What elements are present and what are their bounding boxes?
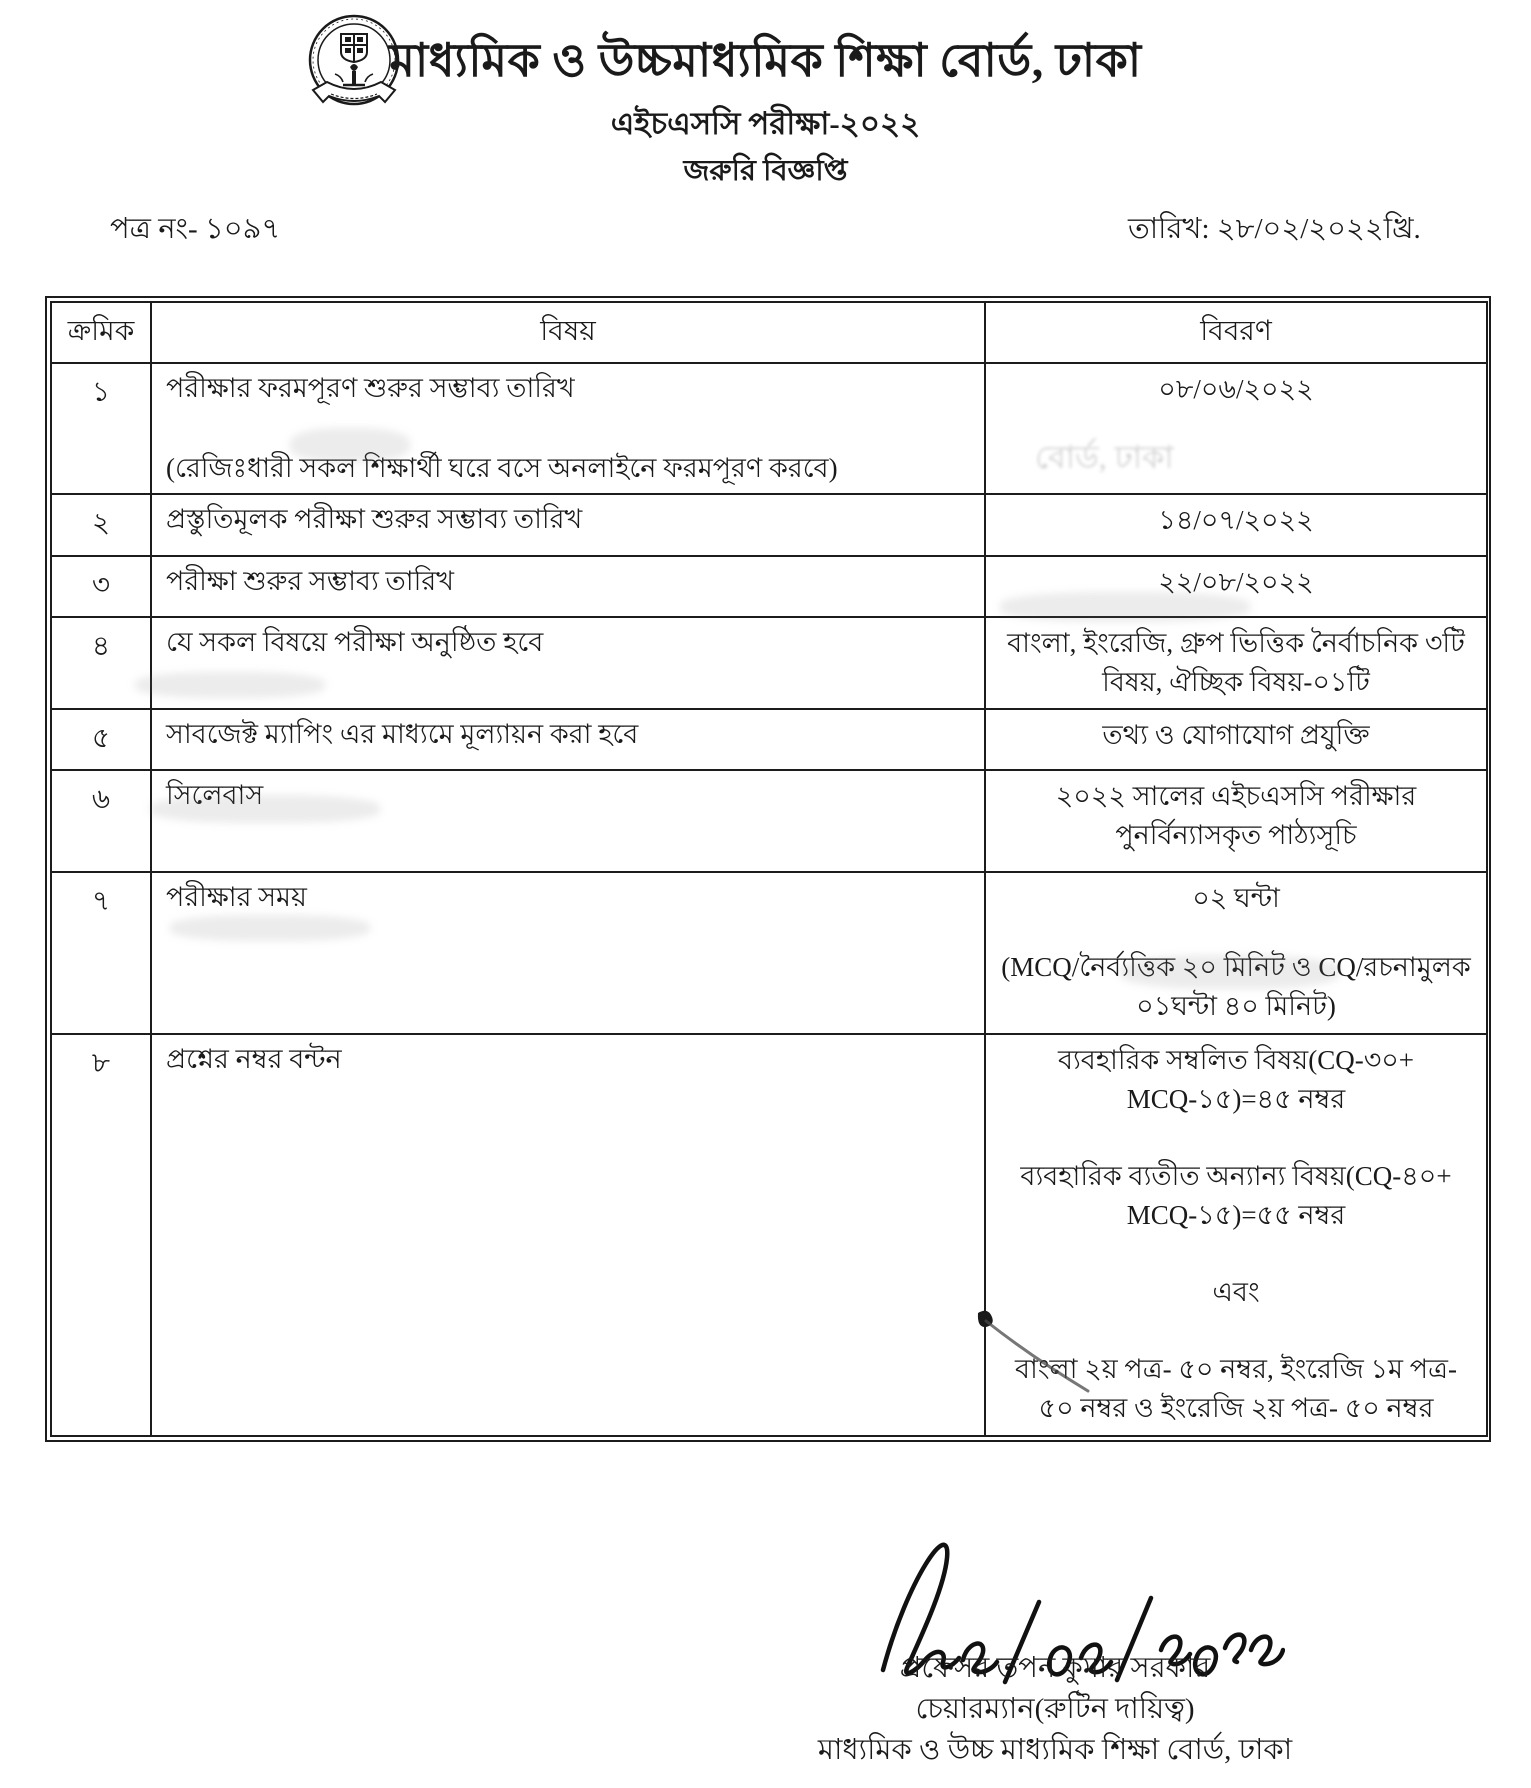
row-subject (151, 770, 985, 872)
description-line: বাংলা ২য় পত্র- ৫০ নম্বর, ইংরেজি ১ম পত্র- ৫০ নম্বর ও ইংরেজি ২য় পত্র- ৫০ নম্বর (1015, 1354, 1457, 1424)
table-row (51, 1034, 1487, 1436)
table-row (51, 770, 1487, 872)
table-row (51, 617, 1487, 709)
description-line: তথ্য ও যোগাযোগ প্রযুক্তি (1102, 720, 1370, 751)
description-line: ১৪/০৭/২০২২ (1158, 504, 1314, 535)
row-serial: ১ (51, 363, 151, 494)
subject-line: পরীক্ষার সময় (166, 882, 307, 913)
description-line: ব্যবহারিক ব্যতীত অন্যান্য বিষয়(CQ-৪০+ MCQ-১৫)=৫৫ নম্বর (1020, 1160, 1452, 1230)
row-description (985, 770, 1487, 872)
row-description (985, 556, 1487, 617)
description-line: ২০২২ সালের এইচএসসি পরীক্ষার পুনর্বিন্যাসকৃত পাঠ্যসূচি (1055, 781, 1417, 851)
notice-title: জরুরি বিজ্ঞপ্তি (683, 155, 848, 187)
row-subject (151, 872, 985, 1033)
table-row (51, 709, 1487, 770)
row-serial: ৮ (51, 1034, 151, 1436)
org-name-title: মাধ্যমিক ও উচ্চমাধ্যমিক শিক্ষা বোর্ড, ঢাকা (389, 35, 1142, 86)
subject-line: প্রশ্নের নম্বর বন্টন (166, 1043, 342, 1074)
col-header-description: বিবরণ (985, 302, 1487, 363)
table-header-row (51, 302, 1487, 363)
memo-number: পত্র নং- ১০৯৭ (110, 213, 281, 245)
subject-line: সিলেবাস (166, 780, 264, 811)
row-description (985, 494, 1487, 556)
row-subject (151, 363, 985, 494)
subject-line: সাবজেক্ট ম্যাপিং এর মাধ্যমে মূল্যায়ন করা হবে (166, 719, 639, 750)
description-line: (MCQ/নৈর্ব্যত্তিক ২০ মিনিট ও CQ/রচনামুলক ০১ঘন্টা ৪০ মিনিট) (1001, 952, 1471, 1022)
table-row (51, 363, 1487, 494)
subject-line: যে সকল বিষয়ে পরীক্ষা অনুষ্ঠিত হবে (166, 626, 544, 657)
description-line: বাংলা, ইংরেজি, গ্রুপ ভিত্তিক নৈর্বাচনিক ৩টি বিষয়, ঐচ্ছিক বিষয়-০১টি (1007, 627, 1465, 698)
row-subject (151, 617, 985, 709)
row-description (985, 709, 1487, 770)
table-row (51, 872, 1487, 1033)
row-serial: ৭ (51, 872, 151, 1033)
row-description (985, 617, 1487, 709)
signatory-block (790, 1648, 1320, 1772)
row-description (985, 872, 1487, 1033)
row-serial: ৫ (51, 709, 151, 770)
notice-table (50, 301, 1488, 1437)
row-serial: ৬ (51, 770, 151, 872)
subject-line: পরীক্ষা শুরুর সম্ভাব্য তারিখ (166, 565, 454, 596)
row-serial: ২ (51, 494, 151, 556)
table-row (51, 494, 1487, 556)
subject-note: (রেজিঃধারী সকল শিক্ষার্থী ঘরে বসে অনলাইনে ফরমপূরণ করবে) (166, 453, 838, 484)
issue-date: তারিখ: ২৮/০২/২০২২খ্রি. (1128, 213, 1421, 245)
row-subject (151, 709, 985, 770)
row-serial: ৪ (51, 617, 151, 709)
bleed-through-artifact: বোর্ড, ঢাকা (1035, 439, 1174, 475)
signatory-org: মাধ্যমিক ও উচ্চ মাধ্যমিক শিক্ষা বোর্ড, ঢাকা (817, 1734, 1293, 1767)
row-serial: ৩ (51, 556, 151, 617)
subject-line: পরীক্ষার ফরমপূরণ শুরুর সম্ভাব্য তারিখ (166, 373, 575, 403)
description-line: ২২/০৮/২০২২ (1158, 566, 1314, 597)
description-line: ব্যবহারিক সম্বলিত বিষয়(CQ-৩০+ MCQ-১৫)=৪৫ নম্বর (1057, 1044, 1415, 1114)
description-line: এবং (1212, 1277, 1260, 1308)
row-description (985, 363, 1487, 494)
subject-line: প্রস্তুতিমূলক পরীক্ষা শুরুর সম্ভাব্য তারিখ (166, 503, 583, 534)
signatory-title: চেয়ারম্যান(রুটিন দায়িত্ব) (915, 1693, 1195, 1726)
signatory-name: প্রফেসর তপন কুমার সরকার (899, 1652, 1211, 1684)
ink-mark (960, 1295, 1110, 1405)
row-subject (151, 1034, 985, 1436)
row-subject (151, 494, 985, 556)
col-header-subject: বিষয় (151, 302, 985, 363)
notice-table-frame (45, 296, 1491, 1442)
table-row (51, 556, 1487, 617)
row-subject (151, 556, 985, 617)
exam-title: এইচএসসি পরীক্ষা-২০২২ (610, 106, 921, 141)
col-header-serial: ক্রমিক (51, 302, 151, 363)
description-line: ০৮/০৬/২০২২ (1158, 374, 1314, 404)
description-line: ০২ ঘন্টা (1192, 883, 1280, 914)
